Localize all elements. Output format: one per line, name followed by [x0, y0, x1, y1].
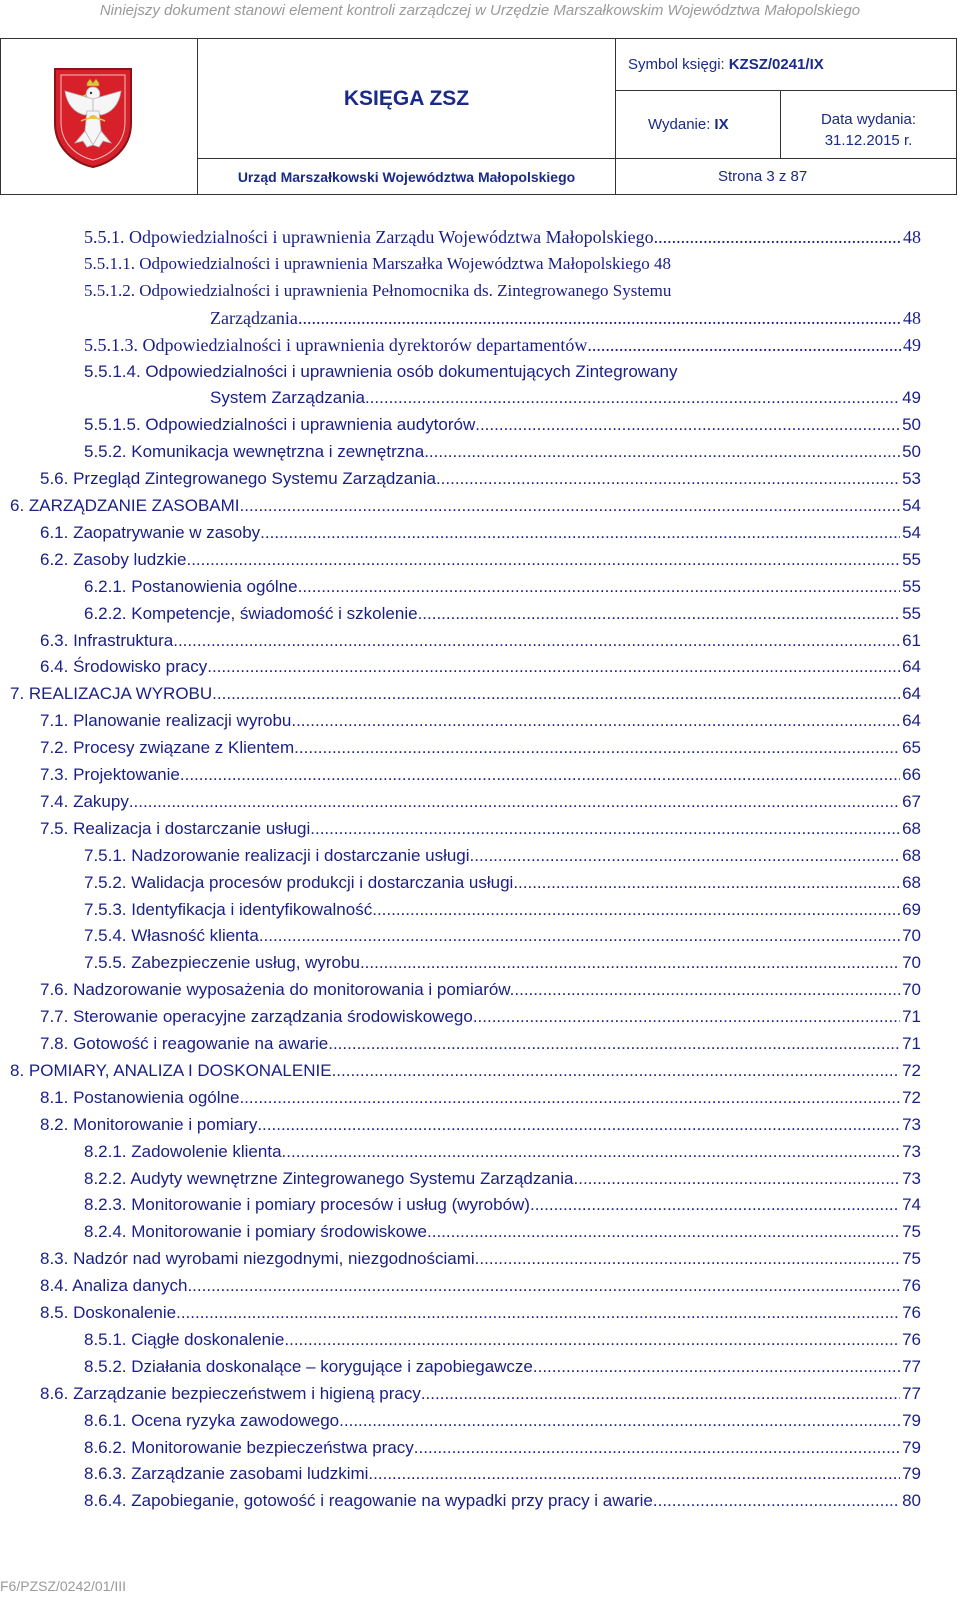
- toc-entry-page: 76: [902, 1329, 921, 1349]
- toc-entry-page: 49: [902, 388, 921, 408]
- toc-entry-page: 76: [902, 1303, 921, 1322]
- toc-leader-dots: [332, 1058, 901, 1084]
- toc-leader-dots: [475, 1246, 900, 1272]
- control-notice: Niniejszy dokument stanowi element kontroli zarządczej w Urzędzie Marszałkowskim Województwa Małopolskiego: [99, 2, 861, 19]
- toc-leader-dots: [658, 1488, 900, 1514]
- toc-entry-title: 8.1. Postanowienia ogólne: [40, 1087, 240, 1107]
- toc-leader-dots: [207, 654, 900, 680]
- document-header: [0, 38, 957, 195]
- malopolska-coat-of-arms-icon: [51, 65, 135, 169]
- toc-entry[interactable]: [40, 1085, 921, 1111]
- toc-entry-title: 8. POMIARY, ANALIZA I DOSKONALENIE: [10, 1060, 332, 1080]
- date-value: 31.12.2015 r.: [824, 132, 913, 149]
- toc-entry-title: 8.2.1. Zadowolenie klienta: [84, 1141, 282, 1161]
- toc-entry-page: 54: [902, 496, 921, 515]
- toc-entry-title: 8.2.4. Monitorowanie i pomiary środowiskowe: [84, 1222, 427, 1242]
- toc-leader-dots: [298, 305, 901, 331]
- toc-entry[interactable]: [40, 708, 921, 734]
- toc-leader-dots: [282, 1139, 901, 1165]
- toc-leader-dots: [298, 574, 900, 600]
- toc-entry-title: 5.6. Przegląd Zintegrowanego Systemu Zarządzania: [40, 469, 436, 489]
- toc-entry[interactable]: [84, 1192, 921, 1218]
- toc-entry-title: 7.8. Gotowość i reagowanie na awarie: [40, 1034, 329, 1053]
- toc-leader-dots: [239, 1085, 900, 1111]
- logo-cell: [1, 39, 198, 194]
- toc-entry-title: 8.2. Monitorowanie i pomiary: [40, 1114, 258, 1134]
- toc-entry-page: 67: [902, 791, 921, 811]
- toc-leader-dots: [530, 1192, 900, 1218]
- toc-entry-title: 7.5.3. Identyfikacja i identyfikowalność: [84, 899, 373, 919]
- toc-leader-dots: [436, 466, 900, 492]
- toc-entry-title: 8.5.2. Działania doskonalące – korygujące i zapobiegawcze: [84, 1356, 533, 1376]
- toc-entry-title: 8.3. Nadzór nad wyrobami niezgodnymi, niezgodnościami: [40, 1249, 475, 1269]
- toc-leader-dots: [418, 601, 901, 627]
- toc-entry[interactable]: [84, 1354, 921, 1380]
- toc-entry-title: 5.5.1.3. Odpowiedzialności i uprawnienia dyrektorów departamentów: [84, 334, 588, 355]
- toc-entry-page: 68: [902, 818, 921, 838]
- toc-entry[interactable]: [84, 1139, 921, 1165]
- toc-entry[interactable]: [84, 439, 921, 465]
- toc-leader-dots: [284, 1327, 900, 1353]
- toc-leader-dots: [180, 762, 900, 788]
- toc-entry-title: 8.6.3. Zarządzanie zasobami ludzkimi: [84, 1464, 369, 1484]
- toc-entry-page: 73: [902, 1168, 921, 1188]
- toc-leader-dots: [240, 493, 901, 519]
- toc-entry[interactable]: [84, 412, 921, 438]
- toc-entry-title: 8.5. Doskonalenie: [40, 1303, 177, 1322]
- toc-leader-dots: [421, 1381, 900, 1407]
- toc-entry[interactable]: [84, 224, 921, 250]
- toc-entry[interactable]: [40, 1381, 921, 1407]
- toc-entry[interactable]: [40, 1300, 921, 1326]
- toc-entry-page: 73: [902, 1114, 921, 1134]
- toc-leader-dots: [424, 439, 900, 465]
- toc-entry-title: 8.2.2. Audyty wewnętrzne Zintegrowanego Systemu Zarządzania: [84, 1168, 574, 1188]
- toc-entry-page: 72: [902, 1087, 921, 1107]
- toc-entry-page: 70: [902, 926, 921, 946]
- toc-entry[interactable]: [40, 816, 921, 842]
- toc-leader-dots: [186, 547, 900, 573]
- page-number: Strona 3 z 87: [718, 168, 808, 185]
- toc-entry-title: 6.2.2. Kompetencje, świadomość i szkolenie: [84, 603, 418, 623]
- toc-entry[interactable]: [84, 574, 921, 600]
- toc-entry-page: 72: [902, 1060, 921, 1080]
- toc-entry[interactable]: [40, 547, 921, 573]
- toc-entry-title: 7. REALIZACJA WYROBU: [10, 684, 213, 704]
- toc-entry-page: 68: [902, 845, 921, 865]
- toc-leader-dots: [473, 1004, 900, 1030]
- toc-entry-page: 53: [902, 469, 921, 489]
- toc-entry-page: 79: [902, 1464, 921, 1484]
- toc-leader-dots: [176, 1300, 900, 1326]
- toc-entry-page: 61: [902, 630, 921, 650]
- toc-entry-page: 55: [902, 576, 921, 596]
- toc-entry-page: 48: [903, 227, 921, 247]
- toc-entry[interactable]: 5.5.1.1. Odpowiedzialności i uprawnienia Marszałka Województwa Małopolskiego 48: [84, 253, 672, 273]
- toc-entry[interactable]: [84, 332, 921, 358]
- toc-entry-page: 69: [902, 899, 921, 919]
- office-name: Urząd Marszałkowski Województwa Małopolskiego: [198, 159, 616, 194]
- edition-cell: [616, 91, 781, 159]
- toc-leader-dots: [587, 332, 901, 358]
- toc-entry-page: 65: [902, 738, 921, 758]
- toc-entry-title: 8.4. Analiza danych: [40, 1276, 188, 1296]
- toc-leader-dots: [328, 1031, 900, 1057]
- toc-entry-page: 55: [902, 549, 921, 569]
- toc-entry-title: 8.5.1. Ciągłe doskonalenie: [84, 1329, 285, 1349]
- toc-entry[interactable]: [84, 923, 921, 949]
- toc-entry-page: 49: [903, 334, 921, 355]
- toc-entry-title: 7.5.4. Własność klienta: [84, 926, 259, 946]
- toc-entry-title: 7.5.5. Zabezpieczenie usług, wyrobu: [84, 953, 360, 973]
- toc-entry-page: 75: [902, 1249, 921, 1269]
- toc-entry-page: 48: [903, 307, 921, 328]
- toc-entry-title: 8.6.2. Monitorowanie bezpieczeństwa pracy: [84, 1437, 414, 1457]
- toc-entry[interactable]: [40, 1004, 921, 1030]
- toc-entry-title: 7.6. Nadzorowanie wyposażenia do monitorowania i pomiarów.: [40, 980, 515, 1000]
- toc-entry-page: 71: [902, 1034, 921, 1053]
- toc-entry-title: 7.7. Sterowanie operacyjne zarządzania środowiskowego: [40, 1007, 473, 1027]
- toc-entry[interactable]: [84, 1435, 921, 1461]
- toc-entry[interactable]: [84, 1166, 921, 1192]
- toc-leader-dots: [260, 520, 900, 546]
- toc-entry-page: 80: [902, 1491, 921, 1511]
- toc-entry-page: 54: [902, 522, 921, 542]
- toc-entry[interactable]: [40, 762, 921, 788]
- toc-entry-title: System Zarządzania: [210, 388, 365, 408]
- toc-leader-dots: [291, 708, 900, 734]
- toc-entry[interactable]: [84, 1327, 921, 1353]
- toc-leader-dots: [259, 923, 900, 949]
- toc-entry-title: 5.5.2. Komunikacja wewnętrzna i zewnętrzna: [84, 442, 425, 462]
- toc-entry-title: 6.1. Zaopatrywanie w zasoby: [40, 522, 261, 542]
- toc-entry-page: 64: [902, 684, 921, 704]
- toc-entry-title: 7.2. Procesy związane z Klientem: [40, 738, 295, 758]
- toc-leader-dots: [294, 735, 900, 761]
- toc-entry-title: 8.2.3. Monitorowanie i pomiary procesów i usług (wyrobów): [84, 1195, 530, 1215]
- toc-entry-title: 7.5.2. Walidacja procesów produkcji i dostarczania usługi: [84, 872, 514, 892]
- toc-entry[interactable]: [84, 843, 921, 869]
- toc-entry-page: 64: [902, 711, 921, 731]
- toc-entry-page: 79: [902, 1437, 921, 1457]
- toc-entry-page: 77: [902, 1383, 921, 1403]
- toc-leader-dots: [533, 1354, 900, 1380]
- toc-entry[interactable]: [40, 735, 921, 761]
- toc-entry[interactable]: [40, 654, 921, 680]
- toc-entry[interactable]: [10, 493, 921, 519]
- toc-entry-page: 79: [902, 1410, 921, 1430]
- toc-entry-title: 7.3. Projektowanie: [40, 765, 180, 784]
- symbol-cell: [616, 39, 956, 91]
- toc-entry[interactable]: [40, 789, 921, 815]
- toc-leader-dots: [475, 412, 900, 438]
- toc-entry-page: 64: [902, 657, 921, 677]
- toc-leader-dots: [368, 1461, 900, 1487]
- toc-leader-dots: [574, 1166, 901, 1192]
- toc-entry-page: 77: [902, 1356, 921, 1376]
- toc-entry-page: 50: [902, 442, 921, 462]
- toc-leader-dots: [212, 681, 900, 707]
- toc-entry[interactable]: [40, 1246, 921, 1272]
- toc-entry-title: 8.6. Zarządzanie bezpieczeństwem i higieną pracy: [40, 1383, 421, 1403]
- symbol-label: Symbol księgi:: [628, 56, 725, 73]
- book-title: KSIĘGA ZSZ: [198, 39, 616, 159]
- toc-entry-title: 7.5.1. Nadzorowanie realizacji i dostarczanie usługi: [84, 845, 470, 865]
- toc-entry-page: 68: [902, 872, 921, 892]
- toc-leader-dots: [470, 843, 901, 869]
- toc-entry-title: 6.4. Środowisko pracy: [40, 657, 208, 677]
- toc-leader-dots: [365, 385, 900, 411]
- toc-leader-dots: [339, 1408, 900, 1434]
- toc-leader-dots: [173, 628, 900, 654]
- toc-entry[interactable]: 5.5.1.2. Odpowiedzialności i uprawnienia Pełnomocnika ds. Zintegrowanego Systemu: [84, 280, 672, 300]
- toc-entry[interactable]: [40, 628, 921, 654]
- toc-entry-title: 5.5.1. Odpowiedzialności i uprawnienia Zarządu Województwa Małopolskiego: [84, 227, 654, 247]
- toc-leader-dots: [654, 224, 901, 250]
- toc-entry[interactable]: [40, 977, 921, 1003]
- toc-entry-page: 76: [902, 1276, 921, 1296]
- form-code: F6/PZSZ/0242/01/III: [0, 1578, 127, 1594]
- toc-entry-page: 71: [902, 1007, 921, 1027]
- toc-leader-dots: [513, 870, 900, 896]
- toc-entry-page: 66: [902, 765, 921, 784]
- toc-entry-title: 7.4. Zakupy: [40, 791, 129, 811]
- symbol-value: KZSZ/0241/IX: [728, 56, 824, 73]
- toc-entry-title: 6.3. Infrastruktura: [40, 630, 174, 650]
- edition-label: Wydanie:: [648, 116, 711, 133]
- toc-entry-title: Zarządzania: [210, 307, 298, 328]
- toc-entry[interactable]: [210, 385, 921, 411]
- toc-entry-page: 55: [902, 603, 921, 623]
- toc-entry-title: 7.5. Realizacja i dostarczanie usługi: [40, 818, 311, 838]
- toc-entry-page: 70: [902, 953, 921, 973]
- toc-entry-title: 6. ZARZĄDZANIE ZASOBAMI: [10, 496, 240, 515]
- toc-entry[interactable]: [84, 1461, 921, 1487]
- toc-entry-page: 70: [902, 980, 921, 1000]
- date-cell: [781, 91, 956, 159]
- toc-entry[interactable]: [84, 897, 921, 923]
- toc-entry[interactable]: [10, 681, 921, 707]
- toc-leader-dots: [372, 897, 900, 923]
- toc-leader-dots: [427, 1219, 900, 1245]
- toc-entry-page: 50: [902, 415, 921, 435]
- toc-leader-dots: [414, 1435, 900, 1461]
- toc-leader-dots: [257, 1112, 900, 1138]
- date-label: Data wydania:: [820, 111, 917, 128]
- toc-entry[interactable]: [84, 950, 921, 976]
- toc-entry[interactable]: [40, 520, 921, 546]
- toc-entry[interactable]: [84, 601, 921, 627]
- toc-entry[interactable]: 5.5.1.4. Odpowiedzialności i uprawnienia osób dokumentujących Zintegrowany: [84, 361, 678, 381]
- toc-leader-dots: [129, 789, 900, 815]
- toc-entry-page: 75: [902, 1222, 921, 1242]
- toc-leader-dots: [514, 977, 900, 1003]
- toc-entry-title: 5.5.1.5. Odpowiedzialności i uprawnienia audytorów: [84, 415, 476, 435]
- toc-entry[interactable]: [40, 466, 921, 492]
- toc-entry[interactable]: [84, 1488, 921, 1514]
- toc-leader-dots: [310, 816, 900, 842]
- toc-leader-dots: [360, 950, 900, 976]
- toc-entry[interactable]: [40, 1031, 921, 1057]
- toc-entry[interactable]: [40, 1112, 921, 1138]
- toc-entry-title: 6.2.1. Postanowienia ogólne: [84, 576, 298, 596]
- toc-entry-page: 73: [902, 1141, 921, 1161]
- toc-entry-title: 8.6.1. Ocena ryzyka zawodowego: [84, 1410, 340, 1430]
- toc-entry-page: 74: [902, 1195, 921, 1215]
- edition-value: IX: [714, 116, 729, 133]
- toc-entry[interactable]: [210, 305, 921, 331]
- toc-entry[interactable]: [84, 1219, 921, 1245]
- toc-entry[interactable]: [40, 1273, 921, 1299]
- toc-entry-title: 6.2. Zasoby ludzkie: [40, 549, 187, 569]
- toc-leader-dots: [187, 1273, 900, 1299]
- toc-entry-title: 8.6.4. Zapobieganie, gotowość i reagowanie na wypadki przy pracy i awarie.: [84, 1491, 658, 1511]
- toc-entry[interactable]: [10, 1058, 921, 1084]
- toc-entry-title: 7.1. Planowanie realizacji wyrobu: [40, 711, 292, 731]
- toc-entry[interactable]: [84, 1408, 921, 1434]
- toc-entry[interactable]: [84, 870, 921, 896]
